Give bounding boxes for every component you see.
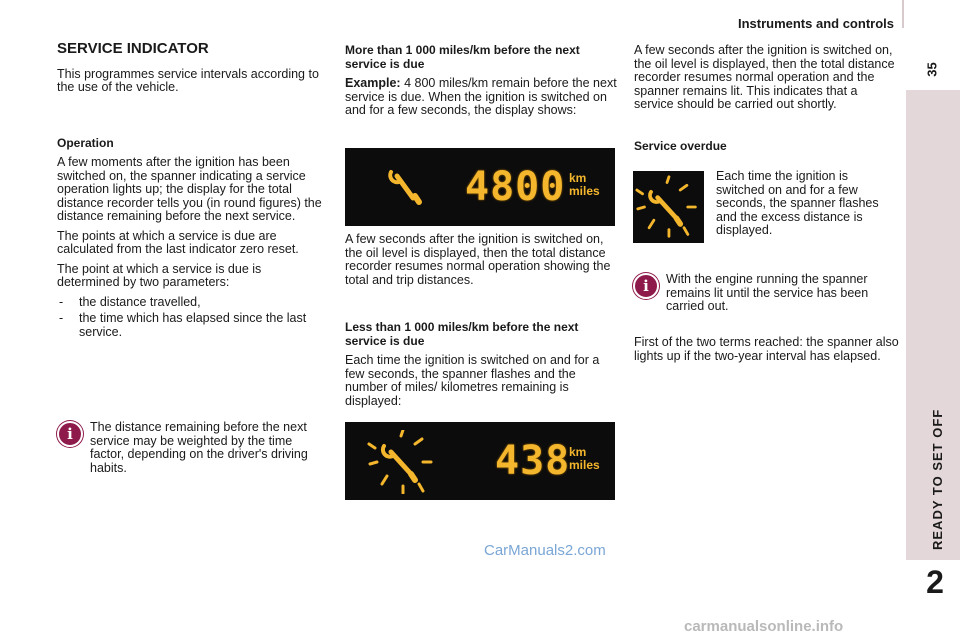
right-column (634, 44, 900, 159)
spanner-icon (385, 166, 425, 208)
more-than-heading: More than 1 000 miles/km before the next service is due (345, 43, 580, 71)
display-distance-value: 4800 (465, 164, 566, 210)
watermark: CarManuals2.com (484, 542, 606, 559)
unit-miles: miles (569, 458, 600, 472)
left-column (57, 42, 325, 345)
flashing-spanner-icon (635, 175, 701, 239)
service-overdue-heading: Service overdue (634, 138, 727, 153)
parameter-list (57, 296, 325, 340)
odometer-display-4800 (345, 148, 615, 226)
display-distance-value: 438 (495, 438, 571, 484)
info-note-text: With the engine running the spanner remains lit until the service has been carried out. (666, 272, 869, 313)
unit-km: km (569, 171, 587, 185)
example-text: 4 800 miles/km remain before the next service is due. When the ignition is switched on and for a few seconds, the display shows: (345, 76, 617, 117)
display-units (569, 172, 600, 198)
middle-column-bottom (345, 233, 617, 414)
chapter-number: 2 (926, 564, 944, 600)
service-overdue-display (633, 171, 704, 243)
info-icon: i (57, 421, 83, 447)
right-column-bottom (634, 336, 900, 369)
list-item: - the distance travelled, (57, 296, 325, 310)
section-title: SERVICE INDICATOR (57, 40, 209, 57)
operation-paragraph-1: A few moments after the ignition has been switched on, the spanner indicating a service operation lights up; the display for the total distance recorder tells you (in round figures) the distance remaining before the next service. (57, 155, 322, 223)
intro-text: This programmes service intervals according to the use of the vehicle. (57, 66, 319, 94)
odometer-display-438 (345, 422, 615, 500)
operation-paragraph-2: The points at which a service is due are calculated from the last indicator zero reset. (57, 228, 299, 256)
watermark: carmanualsonline.info (684, 618, 844, 635)
display-units (569, 446, 600, 472)
less-than-paragraph: Each time the ignition is switched on and for a few seconds, the spanner flashes and the number of miles/ kilometres remaining is displayed: (345, 353, 600, 408)
oil-level-paragraph: A few seconds after the ignition is switched on, the oil level is displayed, then the total distance recorder resumes normal operation and the spanner remains lit. This indicates that a service should be carried out shortly. (634, 43, 895, 111)
info-note-right (633, 273, 899, 314)
middle-column-top (345, 44, 617, 124)
info-icon: i (633, 273, 659, 299)
info-note-text: The distance remaining before the next service may be weighted by the time factor, depending on the driver's driving habits. (90, 420, 308, 475)
after-display-paragraph: A few seconds after the ignition is switched on, the oil level is displayed, then the total distance recorder resumes normal operation showing the total and trip distances. (345, 232, 611, 287)
header-title: Instruments and controls (737, 16, 894, 31)
info-note-left (57, 421, 327, 475)
unit-km: km (569, 445, 587, 459)
list-item: - the time which has elapsed since the last service. (57, 312, 325, 339)
operation-paragraph-3: The point at which a service is due is determined by two parameters: (57, 261, 262, 289)
flashing-spanner-icon (367, 430, 437, 494)
unit-miles: miles (569, 184, 600, 198)
example-paragraph (345, 77, 617, 118)
header-divider (902, 0, 904, 28)
less-than-heading: Less than 1 000 miles/km before the next service is due (345, 320, 579, 348)
service-overdue-text-block (716, 170, 900, 244)
page-number: 35 (924, 62, 940, 77)
service-overdue-text: Each time the ignition is switched on and for a few seconds, the spanner flashes and the excess distance is displayed. (716, 169, 879, 237)
operation-heading: Operation (57, 135, 114, 150)
two-year-paragraph: First of the two terms reached: the spanner also lights up if the two-year interval has elapsed. (634, 335, 899, 363)
chapter-title: READY TO SET OFF (930, 408, 945, 550)
example-label: Example: (345, 76, 401, 90)
